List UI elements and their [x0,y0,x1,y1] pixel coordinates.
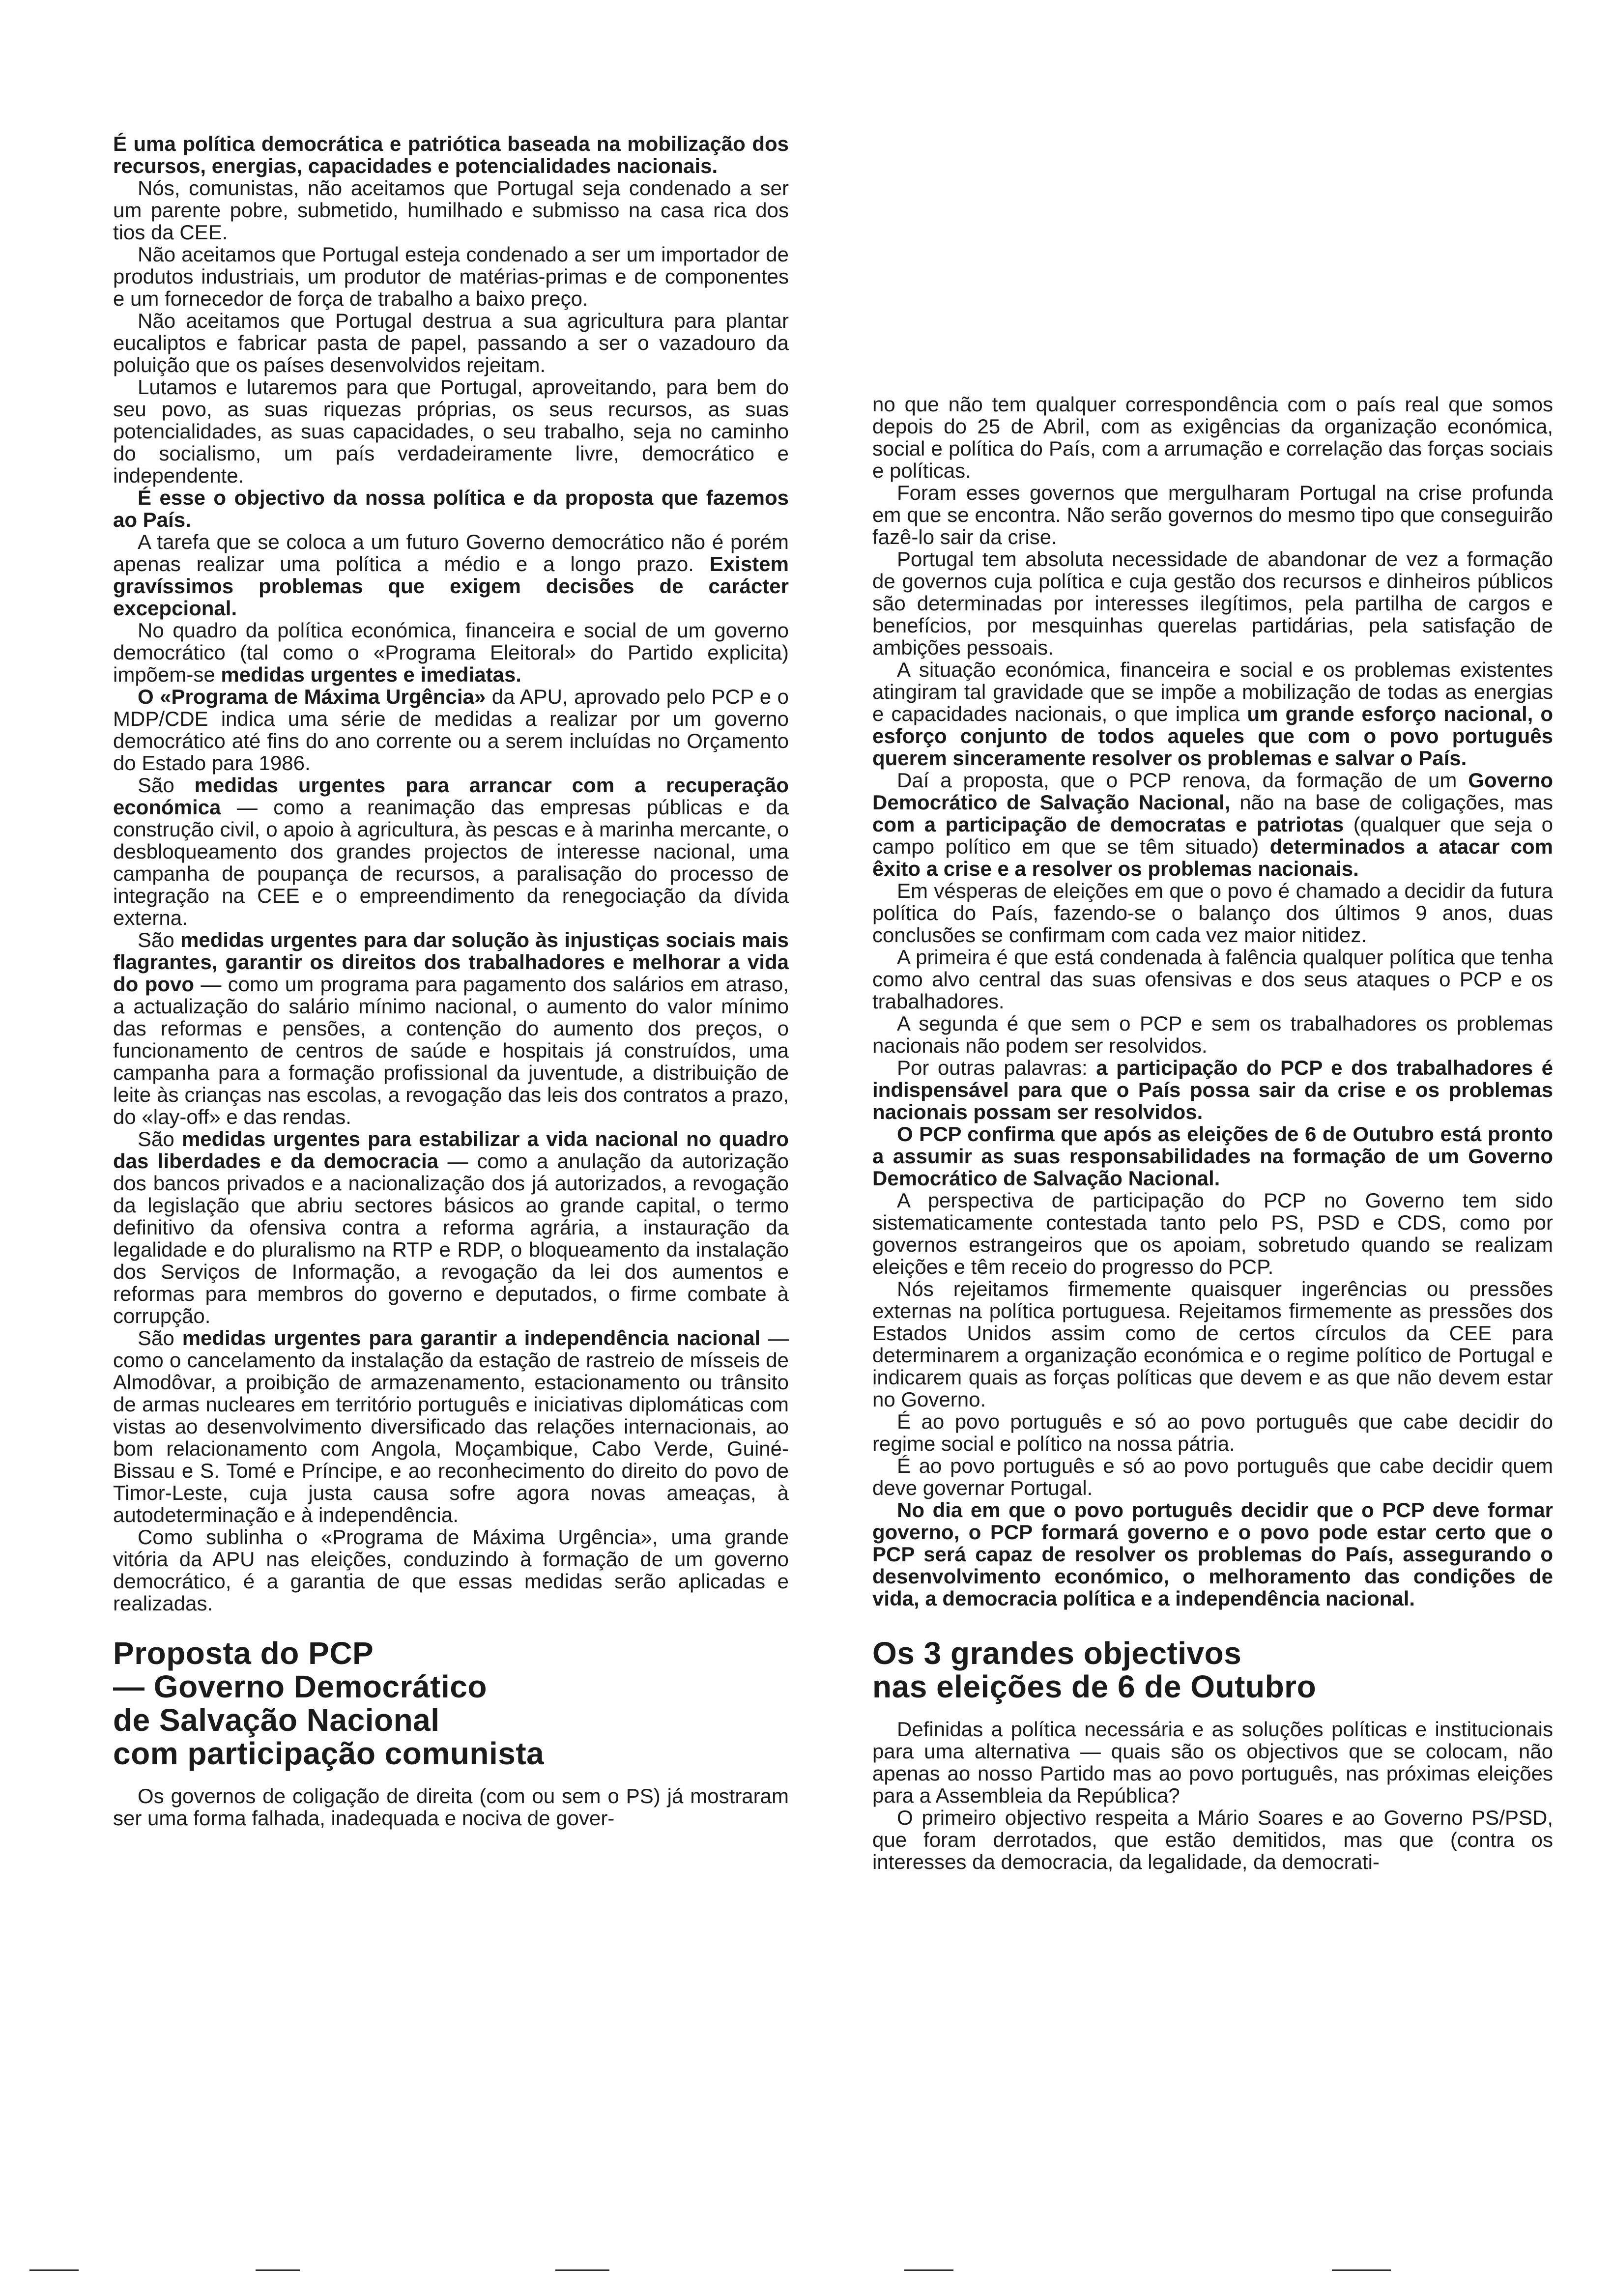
paragraph: Como sublinha o «Programa de Máxima Urgência», uma grande vitória da APU nas eleições, conduzindo à formação de um governo democrático, é a garantia de que essas medidas serão aplicadas e realizadas. [113,1525,789,1615]
paragraph: A segunda é que sem o PCP e sem os trabalhadores os problemas nacionais não podem ser resolvidos. [872,1012,1553,1057]
paragraph: Nós rejeitamos firmemente quaisquer ingerências ou pressões externas na política portuguesa. Rejeitamos firmemente as pressões dos Estados Unidos assim como de certos círculos da CEE para determinarem a organização económica e o regime político de Portugal e indicarem quais as forças políticas que devem e as que não devem estar no Governo. [872,1277,1553,1411]
paragraph: São medidas urgentes para estabilizar a vida nacional no quadro das liberdades e da democracia — como a anulação da autorização dos bancos privados e a nacionalização dos já autorizados, a revogação da legislação que abriu sectores básicos ao grande capital, o termo definitivo da ofensiva contra a reforma agrária, a instauração da legalidade e do pluralismo na RTP e RDP, o bloqueamento da instalação dos Serviços de Informação, a revogação da lei dos aumentos e reformas para membros do governo e deputados, o firme combate à corrupção. [113,1127,789,1327]
paragraph: A tarefa que se coloca a um futuro Governo democrático não é porém apenas realizar uma política a médio e a longo prazo. Existem gravíssimos problemas que exigem decisões de carácter excepcional. [113,530,789,620]
paragraph: São medidas urgentes para arrancar com a recuperação económica — como a reanimação das empresas públicas e da construção civil, o apoio à agricultura, às pescas e à marinha mercante, o desbloqueamento dos grandes projectos de interesse nacional, uma campanha de poupança de recursos, a paralisação do processo de integração na CEE e o empreendimento da renegociação da dívida externa. [113,774,789,929]
left-column [113,133,789,1829]
paragraph: O «Programa de Máxima Urgência» da APU, aprovado pelo PCP e o MDP/CDE indica uma série de medidas a realizar por um governo democrático até fins do ano corrente ou a serem incluídas no Orçamento do Estado para 1986. [113,685,789,775]
paragraph: Não aceitamos que Portugal destrua a sua agricultura para plantar eucaliptos e fabricar pasta de papel, passando a ser o vazadouro da poluição que os países desenvolvidos rejeitam. [113,309,789,376]
bottom-rule [256,2269,300,2271]
paragraph: A primeira é que está condenada à falência qualquer política que tenha como alvo central das suas ofensivas e dos seus ataques o PCP e os trabalhadores. [872,946,1553,1013]
paragraph: São medidas urgentes para garantir a independência nacional — como o cancelamento da instalação da estação de rastreio de mísseis de Almodôvar, a proibição de armazenamento, estacionamento ou trânsito de armas nucleares em território português e iniciativas diplomáticas com vistas ao desenvolvimento diversificado das relações internacionais, ao bom relacionamento com Angola, Moçambique, Cabo Verde, Guiné-Bissau e S. Tomé e Príncipe, e ao reconhecimento do direito do povo de Timor-Leste, cuja justa causa sofre agora novas ameaças, à autodeterminação e à independência. [113,1326,789,1526]
right-column [872,393,1553,1873]
bottom-rule [1332,2269,1391,2271]
paragraph: Definidas a política necessária e as soluções políticas e institucionais para uma alternativa — quais são os objectivos que se colocam, não apenas ao nosso Partido mas ao povo português, nas próximas eleições para a Assembleia da República? [872,1718,1553,1807]
paragraph: Não aceitamos que Portugal esteja condenado a ser um importador de produtos industriais, um produtor de matérias-primas e de componentes e um fornecedor de força de trabalho a baixo preço. [113,243,789,310]
paragraph: O primeiro objectivo respeita a Mário Soares e ao Governo PS/PSD, que foram derrotados, que estão demitidos, mas que (contra os interesses da democracia, da legalidade, da democrati- [872,1806,1553,1873]
paragraph: São medidas urgentes para dar solução às injustiças sociais mais flagrantes, garantir os direitos dos trabalhadores e melhorar a vida do povo — como um programa para pagamento dos salários em atraso, a actualização do salário mínimo nacional, o aumento do valor mínimo das reformas e pensões, a contenção do aumento dos preços, o funcionamento de centros de saúde e hospitais já construídos, uma campanha para a formação profissional da juventude, a distribuição de leite às crianças nas escolas, a revogação das leis dos contratos a prazo, do «lay-off» e das rendas. [113,928,789,1128]
paragraph: Portugal tem absoluta necessidade de abandonar de vez a formação de governos cuja política e cuja gestão dos recursos e dinheiros públicos são determinadas por interesses ilegítimos, pela partilha de cargos e benefícios, por mesquinhas querelas partidárias, pela satisfação de ambições pessoais. [872,547,1553,659]
section-heading-proposta: Proposta do PCP — Governo Democrático de Salvação Nacional com participação comunista [113,1636,545,1771]
bottom-rule [29,2269,79,2271]
bottom-rule [904,2269,953,2271]
section-heading-objectivos: Os 3 grandes objectivos nas eleições de 6 de Outubro [872,1636,1317,1704]
paragraph: Lutamos e lutaremos para que Portugal, aproveitando, para bem do seu povo, as suas riquezas próprias, os seus recursos, as suas potencialidades, as suas capacidades, o seu trabalho, seja no caminho do socialismo, um país verdadeiramente livre, democrático e independente. [113,375,789,487]
paragraph: Daí a proposta, que o PCP renova, da formação de um Governo Democrático de Salvação Nacional, não na base de coligações, mas com a participação de democratas e patriotas (qualquer que seja o campo político em que se têm situado) determinados a atacar com êxito a crise e a resolver os problemas nacionais. [872,769,1554,880]
paragraph: Por outras palavras: a participação do PCP e dos trabalhadores é indispensável para que o País possa sair da crise e os problemas nacionais possam ser resolvidos. [872,1056,1553,1123]
paragraph: É esse o objectivo da nossa política e da proposta que fazemos ao País. [113,486,789,531]
bottom-rule [555,2269,609,2271]
paragraph: O PCP confirma que após as eleições de 6 de Outubro está pronto a assumir as suas responsabilidades na formação de um Governo Democrático de Salvação Nacional. [872,1122,1553,1190]
paragraph: É uma política democrática e patriótica baseada na mobilização dos recursos, energias, capacidades e potencialidades nacionais. [113,132,789,177]
paragraph: Em vésperas de eleições em que o povo é chamado a decidir da futura política do País, fazendo-se o balanço dos últimos 9 anos, duas conclusões se confirmam com cada vez maior nitidez. [872,879,1553,947]
paragraph: Nós, comunistas, não aceitamos que Portugal seja condenado a ser um parente pobre, submetido, humilhado e submisso na casa rica dos tios da CEE. [113,176,789,244]
paragraph: No quadro da política económica, financeira e social de um governo democrático (tal como o «Programa Eleitoral» do Partido explicita) impõem-se medidas urgentes e imediatas. [113,619,789,686]
paragraph: no que não tem qualquer correspondência com o país real que somos depois do 25 de Abril, com as exigências da organização económica, social e política do País, com a arrumação e correlação das forças sociais e políticas. [872,393,1553,482]
paragraph: A situação económica, financeira e social e os problemas existentes atingiram tal gravidade que se impõe a mobilização de todas as energias e capacidades nacionais, o que implica um grande esforço nacional, o esforço conjunto de todos aqueles que com o povo português querem sinceramente resolver os problemas e salvar o País. [872,658,1554,770]
paragraph: Foram esses governos que mergulharam Portugal na crise profunda em que se encontra. Não serão governos do mesmo tipo que conseguirão fazê-lo sair da crise. [872,481,1553,548]
paragraph: É ao povo português e só ao povo português que cabe decidir quem deve governar Portugal. [872,1454,1553,1499]
paragraph: No dia em que o povo português decidir que o PCP deve formar governo, o PCP formará governo e o povo pode estar certo que o PCP será capaz de resolver os problemas do País, assegurando o desenvolvimento económico, o melhoramento das condições de vida, a democracia política e a independência nacional. [872,1498,1553,1610]
paragraph: É ao povo português e só ao povo português que cabe decidir do regime social e político na nossa pátria. [872,1410,1553,1455]
paragraph: A perspectiva de participação do PCP no Governo tem sido sistematicamente contestada tanto pelo PS, PSD e CDS, como por governos estrangeiros que os apoiam, sobretudo quando se realizam eleições e têm receio do progresso do PCP. [872,1189,1553,1278]
paragraph: Os governos de coligação de direita (com ou sem o PS) já mostraram ser uma forma falhada, inadequada e nociva de gover- [113,1784,789,1830]
